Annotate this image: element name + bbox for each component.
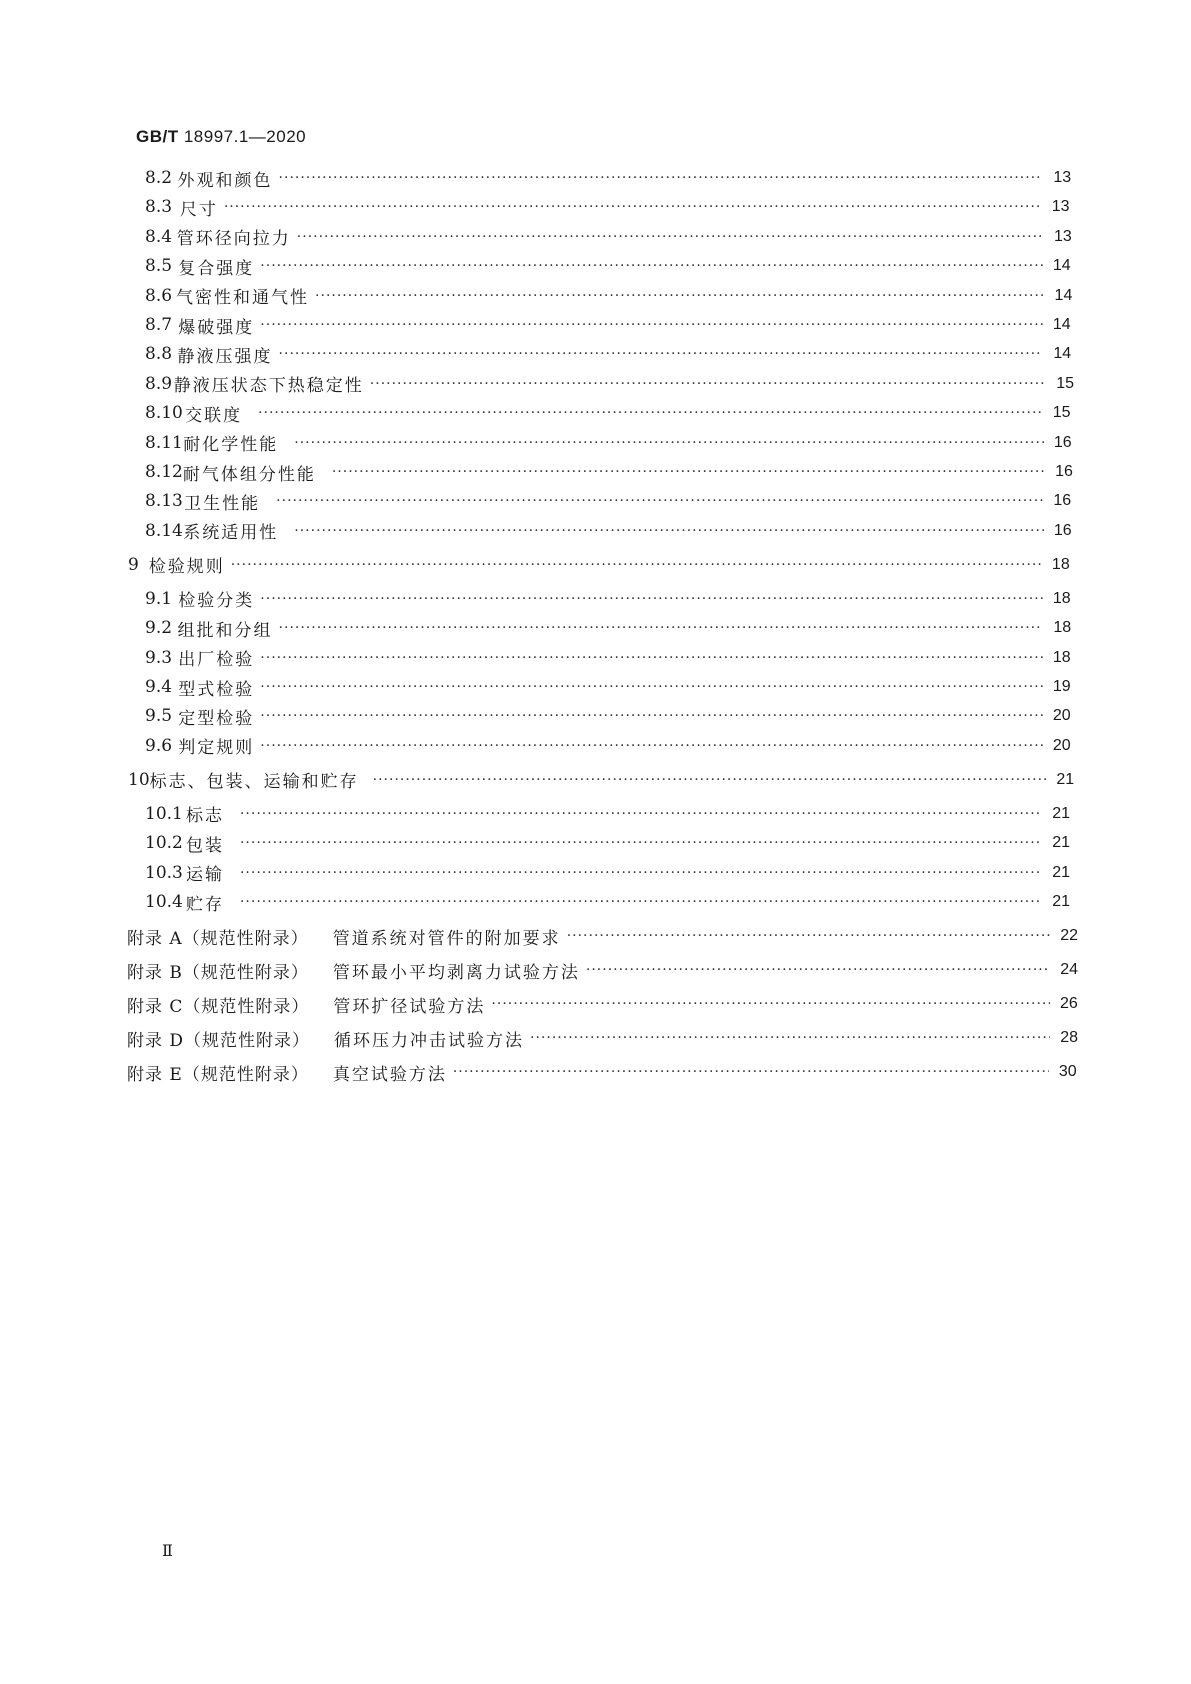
toc-entry-page: 18 <box>1052 589 1071 607</box>
toc-entry-page: 13 <box>1053 227 1072 245</box>
toc-entry-number: 8.14 <box>145 520 183 541</box>
toc-entry-number: 8.11 <box>145 432 183 453</box>
dot-leader <box>240 835 1042 851</box>
dot-leader <box>260 317 1043 333</box>
toc-entry-number: 9.1 <box>145 588 173 609</box>
toc-entry[interactable] <box>0 830 1191 856</box>
toc-entry[interactable] <box>0 371 1191 397</box>
toc-entry[interactable] <box>0 165 1191 191</box>
toc-entry-number: 附录 B（规范性附录） <box>127 962 309 983</box>
toc-entry-number: 附录 E（规范性附录） <box>127 1064 309 1085</box>
toc-entry[interactable] <box>0 518 1191 544</box>
toc-entry[interactable] <box>0 283 1191 309</box>
toc-entry-title: 检验规则 <box>148 557 225 578</box>
dot-leader <box>491 996 1050 1012</box>
dot-leader <box>370 376 1046 392</box>
document-header <box>136 127 306 147</box>
toc-entry-page: 13 <box>1053 169 1072 186</box>
toc-entry[interactable] <box>0 767 1191 793</box>
toc-entry-number: 8.5 <box>145 256 173 277</box>
dot-leader <box>260 650 1043 666</box>
dot-leader <box>260 738 1043 754</box>
toc-entry-page: 18 <box>1053 619 1072 637</box>
toc-entry-number: 8.4 <box>145 226 173 247</box>
toc-entry-title: 包装 <box>185 835 224 856</box>
toc-entry-number: 10 <box>128 769 150 790</box>
toc-entry[interactable] <box>0 1059 1191 1085</box>
toc-entry-page: 16 <box>1053 521 1072 539</box>
toc-entry-page: 19 <box>1052 678 1071 695</box>
dot-leader <box>453 1064 1049 1080</box>
dot-leader <box>530 1030 1050 1046</box>
standard-code: GB/T <box>136 127 179 146</box>
dot-leader <box>586 962 1050 978</box>
toc-entry[interactable] <box>0 341 1191 367</box>
dot-leader <box>231 557 1042 573</box>
toc-entry[interactable] <box>0 889 1191 915</box>
toc-entry[interactable] <box>0 552 1191 578</box>
toc-entry-page: 14 <box>1053 345 1072 363</box>
toc-entry-page: 21 <box>1052 804 1070 822</box>
toc-entry-title: 标志 <box>185 806 224 827</box>
toc-entry-number: 附录 D（规范性附录） <box>127 1030 311 1051</box>
toc-entry-number: 附录 C（规范性附录） <box>127 996 310 1017</box>
toc-entry-page: 24 <box>1060 961 1078 978</box>
toc-entry[interactable] <box>0 674 1191 700</box>
toc-entry[interactable] <box>0 224 1191 250</box>
dot-leader <box>260 679 1043 695</box>
dot-leader <box>260 258 1043 274</box>
dot-leader <box>279 620 1044 636</box>
toc-entry-page: 21 <box>1052 834 1070 852</box>
toc-entry[interactable] <box>0 430 1191 456</box>
toc-entry-number: 8.2 <box>145 168 173 188</box>
dot-leader <box>294 523 1044 539</box>
dot-leader <box>240 865 1042 881</box>
toc-entry-title: 标志、包装、运输和贮存 <box>149 772 359 793</box>
toc-entry-number: 8.12 <box>145 462 183 482</box>
dot-leader <box>240 806 1042 822</box>
toc-entry-page: 16 <box>1053 492 1072 510</box>
dot-leader <box>567 928 1051 944</box>
toc-entry[interactable] <box>0 801 1191 827</box>
toc-entry-page: 21 <box>1052 863 1070 881</box>
dot-leader <box>224 199 1042 215</box>
toc-entry-page: 30 <box>1058 1063 1077 1080</box>
toc-entry[interactable] <box>0 733 1191 759</box>
toc-entry-number: 8.13 <box>145 491 183 512</box>
toc-entry-number: 8.3 <box>145 197 173 218</box>
toc-entry-title: 运输 <box>185 865 224 886</box>
dot-leader <box>294 435 1044 451</box>
toc-entry-title: 气密性和通气性 <box>176 288 310 309</box>
dot-leader <box>332 464 1045 480</box>
toc-entry-number: 9 <box>128 554 139 575</box>
toc-entry-number: 9.4 <box>145 677 173 697</box>
toc-entry-page: 20 <box>1052 736 1071 754</box>
toc-entry[interactable] <box>0 703 1191 729</box>
toc-entry-page: 18 <box>1051 555 1070 573</box>
toc-entry[interactable] <box>0 400 1191 426</box>
toc-entry-title: 真空试验方法 <box>332 1064 447 1085</box>
toc-entry-title: 管环径向拉力 <box>176 229 291 250</box>
toc-entry-page: 14 <box>1052 257 1071 275</box>
toc-entry-page: 13 <box>1051 198 1070 216</box>
toc-entry-title: 判定规则 <box>178 738 255 759</box>
toc-entry-title: 组批和分组 <box>177 620 273 641</box>
toc-entry-number: 10.3 <box>145 862 183 883</box>
dot-leader <box>240 894 1042 910</box>
toc-entry[interactable] <box>0 1025 1191 1051</box>
toc-entry-title: 复合强度 <box>178 258 255 279</box>
toc-entry-number: 8.9 <box>145 373 173 394</box>
toc-entry[interactable] <box>0 615 1191 641</box>
toc-entry-number: 8.6 <box>145 285 173 306</box>
toc-entry[interactable] <box>0 991 1191 1017</box>
toc-entry-title: 管环扩径试验方法 <box>333 996 486 1017</box>
toc-entry-number: 8.8 <box>145 344 173 365</box>
toc-entry-title: 外观和颜色 <box>177 170 273 191</box>
toc-entry-page: 21 <box>1056 770 1075 788</box>
toc-entry-title: 静液压状态下热稳定性 <box>173 376 364 397</box>
toc-entry-page: 22 <box>1060 927 1078 944</box>
toc-entry-title: 静液压强度 <box>177 346 273 367</box>
toc-entry[interactable] <box>0 459 1191 485</box>
toc-entry-title: 交联度 <box>185 405 243 426</box>
toc-entry-title: 耐气体组分性能 <box>182 464 316 485</box>
page-number: Ⅱ <box>162 1541 173 1560</box>
toc-entry-number: 10.4 <box>145 892 183 912</box>
toc-entry-number: 9.5 <box>145 706 173 727</box>
toc-entry[interactable] <box>0 923 1191 949</box>
toc-entry-number: 8.7 <box>145 315 173 335</box>
toc-entry-page: 20 <box>1052 707 1071 725</box>
toc-entry[interactable] <box>0 957 1191 983</box>
toc-entry-page: 16 <box>1053 433 1072 451</box>
dot-leader <box>373 772 1047 788</box>
toc-entry-page: 15 <box>1052 404 1071 422</box>
toc-entry-title: 定型检验 <box>178 708 255 729</box>
toc-entry-title: 型式检验 <box>178 679 255 700</box>
toc-entry-title: 循环压力冲击试验方法 <box>334 1030 525 1051</box>
toc-entry-title: 出厂检验 <box>178 650 255 671</box>
toc-entry[interactable] <box>0 194 1191 220</box>
toc-entry-number: 8.10 <box>145 403 183 424</box>
toc-entry-number: 9.6 <box>145 735 173 756</box>
toc-entry-title: 耐化学性能 <box>183 435 279 456</box>
dot-leader <box>260 708 1043 724</box>
dot-leader <box>315 288 1045 304</box>
toc-entry-title: 尺寸 <box>179 199 218 220</box>
toc-entry-page: 18 <box>1052 648 1071 666</box>
toc-entry-page: 16 <box>1055 463 1073 480</box>
toc-entry[interactable] <box>0 312 1191 338</box>
dot-leader <box>276 493 1043 509</box>
dot-leader <box>258 405 1043 421</box>
toc-entry[interactable] <box>0 860 1191 886</box>
toc-entry-number: 附录 A（规范性附录） <box>127 928 309 949</box>
toc-entry-title: 检验分类 <box>178 591 255 612</box>
dot-leader <box>279 346 1044 362</box>
toc-entry-number: 10.1 <box>145 803 183 824</box>
standard-number: 18997.1—2020 <box>183 127 307 146</box>
toc-entry-title: 管道系统对管件的附加要求 <box>332 928 561 949</box>
toc-entry[interactable] <box>0 488 1191 514</box>
toc-entry-number: 9.3 <box>145 647 173 668</box>
dot-leader <box>279 170 1044 186</box>
toc-entry-title: 卫生性能 <box>184 493 261 514</box>
toc-entry-page: 28 <box>1060 1029 1078 1046</box>
dot-leader <box>297 229 1044 245</box>
toc-entry[interactable] <box>0 586 1191 612</box>
dot-leader <box>260 591 1043 607</box>
toc-entry-title: 系统适用性 <box>183 523 279 544</box>
toc-entry[interactable] <box>0 253 1191 279</box>
toc-entry-page: 15 <box>1056 374 1075 392</box>
toc-entry-title: 爆破强度 <box>178 317 255 338</box>
toc-entry-title: 管环最小平均剥离力试验方法 <box>332 962 580 983</box>
toc-entry-number: 9.2 <box>145 618 173 639</box>
toc-entry-page: 21 <box>1052 893 1070 910</box>
toc-entry[interactable] <box>0 645 1191 671</box>
toc-entry-page: 14 <box>1052 316 1071 333</box>
toc-entry-page: 14 <box>1054 286 1073 304</box>
toc-entry-page: 26 <box>1060 995 1078 1012</box>
toc-entry-title: 贮存 <box>185 894 224 915</box>
toc-entry-number: 10.2 <box>145 833 183 854</box>
